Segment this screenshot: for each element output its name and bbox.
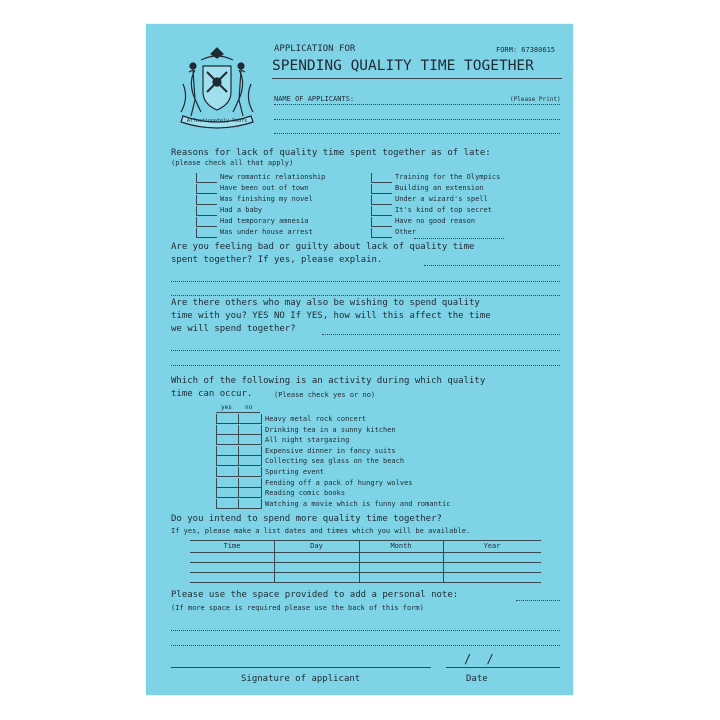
schedule-column-divider [274,540,275,582]
activity-label: Heavy metal rock concert [265,415,367,423]
date-line[interactable] [446,667,560,668]
form-title: SPENDING QUALITY TIME TOGETHER [272,58,534,74]
name-line-1[interactable] [274,104,560,105]
schedule-row-line[interactable] [190,562,541,563]
date-label: Date [466,674,488,684]
schedule-column-divider [359,540,360,582]
activity-yes-box[interactable] [216,414,239,424]
reason-checkbox[interactable] [371,195,392,205]
activity-label: Reading comic books [265,489,346,498]
reason-checkbox[interactable] [196,184,217,194]
activity-no-box[interactable] [238,456,262,466]
others-answer-line-0[interactable] [322,334,560,335]
guilty-answer-line-2[interactable] [171,295,560,296]
note-hint: (If more space is required please use the back of this form) [171,604,424,612]
reason-label: Had a baby [220,206,263,214]
activity-no-box[interactable] [238,425,262,435]
note-line-0[interactable] [516,600,560,601]
no-header: no [245,404,253,411]
others-answer-line-2[interactable] [171,365,560,366]
name-line-3[interactable] [274,133,560,134]
schedule-column-header: Month [390,542,412,550]
date-slashes: / / [464,652,498,666]
activities-hint: (Please check yes or no) [274,391,376,399]
reason-checkbox[interactable] [196,206,217,216]
guilty-question-line2: spent together? If yes, please explain. [171,255,383,265]
activity-no-box[interactable] [238,488,262,498]
header-small: APPLICATION FOR [274,44,356,54]
reason-label: Building an extension [395,184,484,192]
reasons-hint: (please check all that apply) [171,159,294,167]
reason-checkbox[interactable] [196,228,217,238]
activity-no-box[interactable] [238,499,262,509]
reason-checkbox[interactable] [371,217,392,227]
activity-no-box[interactable] [238,435,262,445]
others-question-line3: we will spend together? [171,324,296,334]
schedule-column-header: Time [223,542,241,550]
note-line-1[interactable] [171,630,560,631]
signature-line[interactable] [171,667,431,668]
schedule-row-line[interactable] [190,582,541,583]
schedule-column-header: Day [310,542,323,550]
yes-no-header-rule [216,412,260,413]
schedule-column-divider [443,540,444,582]
reason-label: Have been out of town [220,184,309,192]
reason-label: Other [395,228,417,236]
title-underline [272,78,562,79]
reason-checkbox[interactable] [371,173,392,183]
form-number: FORM: 67380615 [496,46,556,54]
schedule-column-header: Year [483,542,501,550]
schedule-question: Do you intend to spend more quality time together? [171,514,442,524]
reason-checkbox[interactable] [371,184,392,194]
activity-label: Drinking tea in a sunny kitchen [265,425,396,434]
others-question-line2: time with you? YES NO If YES, how will this affect the time [171,311,491,321]
schedule-row-line[interactable] [190,572,541,573]
others-answer-line-1[interactable] [171,350,560,351]
activity-yes-box[interactable] [216,488,239,498]
reason-checkbox[interactable] [371,206,392,216]
reason-label: Under a wizard's spell [395,195,488,203]
activity-label: Expensive dinner in fancy suits [265,446,396,455]
reason-label: Have no good reason [395,217,476,225]
activity-yes-box[interactable] [216,499,239,509]
activity-yes-box[interactable] [216,435,239,445]
activities-question-line1: Which of the following is an activity during which quality [171,376,486,386]
reason-checkbox[interactable] [371,228,392,238]
activity-label: Collecting sea glass on the beach [265,457,405,466]
guilty-answer-line-0[interactable] [424,265,560,266]
guilty-question-line1: Are you feeling bad or guilty about lack of quality time [171,242,475,252]
reason-label: New romantic relationship [220,173,326,181]
activity-yes-box[interactable] [216,467,239,477]
note-prompt: Please use the space provided to add a personal note: [171,590,459,600]
reason-label: Was under house arrest [220,228,313,236]
activity-no-box[interactable] [238,414,262,424]
activity-yes-box[interactable] [216,478,239,488]
guilty-answer-line-1[interactable] [171,281,560,282]
activity-no-box[interactable] [238,446,262,456]
reason-checkbox[interactable] [196,195,217,205]
reasons-question: Reasons for lack of quality time spent together as of late: [171,148,491,158]
name-label: NAME OF APPLICANTS: [274,95,355,103]
activity-label: Fending off a pack of hungry wolves [265,478,413,487]
activity-label: All night stargazing [265,436,350,445]
schedule-row-line[interactable] [190,540,541,541]
activity-yes-box[interactable] [216,456,239,466]
activity-no-box[interactable] [238,467,262,477]
reason-label: It's kind of top secret [395,206,492,214]
name-line-2[interactable] [274,119,560,120]
crest-seal-icon [171,42,263,134]
activity-yes-box[interactable] [216,425,239,435]
activity-yes-box[interactable] [216,446,239,456]
application-form [146,24,573,695]
activity-no-box[interactable] [238,478,262,488]
yes-header: yes [221,404,232,411]
reason-label: Training for the Olympics [395,173,501,181]
reason-checkbox[interactable] [196,217,217,227]
reason-label: Was finishing my novel [220,195,313,203]
note-line-2[interactable] [171,645,560,646]
activity-label: Sporting event [265,468,325,476]
other-reason-line[interactable] [414,238,504,239]
others-question-line1: Are there others who may also be wishing to spend quality [171,298,480,308]
signature-label: Signature of applicant [241,674,361,684]
schedule-hint: If yes, please make a list dates and times which you will be available. [171,527,471,535]
please-print-hint: (Please Print) [510,96,561,103]
activities-question-line2: time can occur. [171,389,253,399]
reason-label: Had temporary amnesia [220,217,309,225]
schedule-row-line[interactable] [190,552,541,553]
activity-label: Watching a movie which is funny and romantic [265,499,451,508]
reason-checkbox[interactable] [196,173,217,183]
seal-motto: Affectionately Yours [186,118,248,124]
